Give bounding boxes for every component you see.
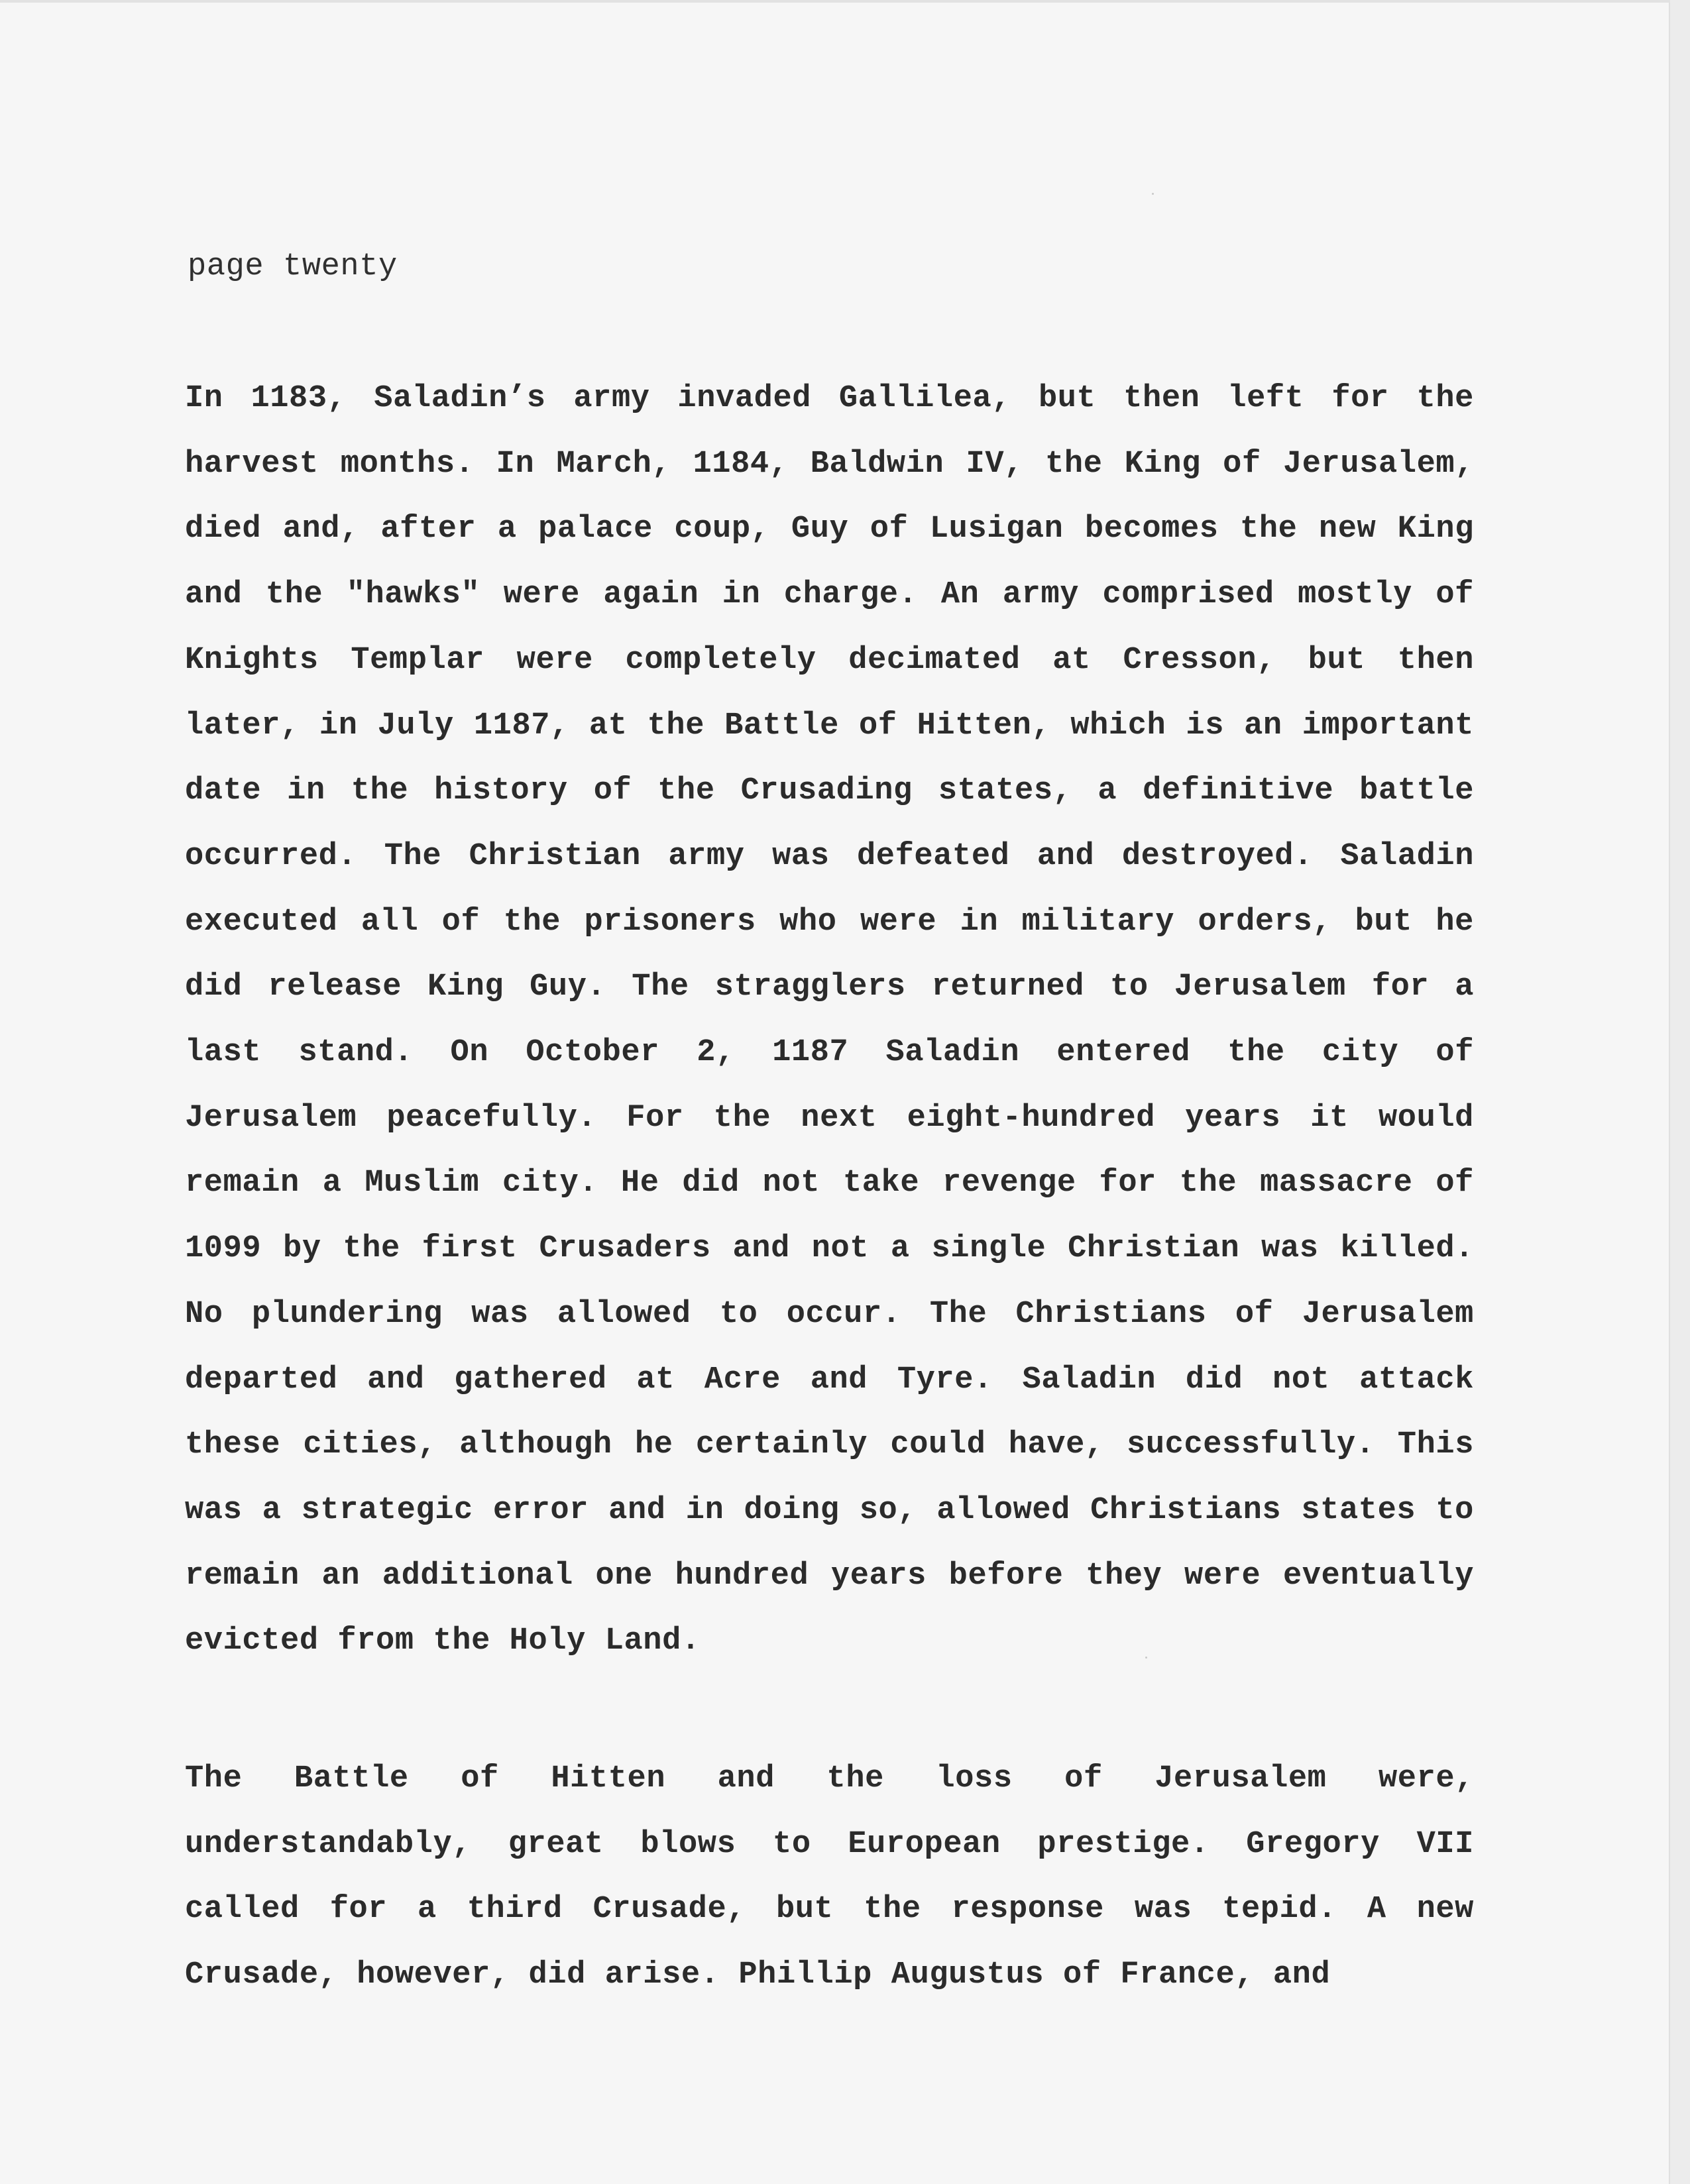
text-line: 1099 by the first Crusaders and not a single Christian was killed.	[185, 1231, 1474, 1267]
text-line: called for a third Crusade, but the response was tepid. A new	[185, 1892, 1474, 1928]
text-line: No plundering was allowed to occur. The Christians of Jerusalem	[185, 1296, 1474, 1332]
text-line: Knights Templar were completely decimated at Cresson, but then	[185, 642, 1474, 678]
paper-speck	[1152, 193, 1154, 195]
page-edge-shadow	[1670, 0, 1690, 2184]
text-line: date in the history of the Crusading states, a definitive battle	[185, 773, 1474, 809]
text-line: last stand. On October 2, 1187 Saladin entered the city of	[185, 1035, 1474, 1071]
text-line: died and, after a palace coup, Guy of Lusigan becomes the new King	[185, 512, 1474, 547]
paper-speck	[1145, 1657, 1147, 1659]
paragraph-1	[185, 366, 1474, 1674]
text-line: remain a Muslim city. He did not take revenge for the massacre of	[185, 1166, 1474, 1201]
page-top-edge	[0, 0, 1670, 3]
text-line: remain an additional one hundred years before they were eventually	[185, 1558, 1474, 1594]
text-line: and the "hawks" were again in charge. An army comprised mostly of	[185, 577, 1474, 613]
text-line: these cities, although he certainly could have, successfully. This	[185, 1427, 1474, 1463]
page-header: page twenty	[188, 249, 398, 284]
text-line: understandably, great blows to European prestige. Gregory VII	[185, 1826, 1474, 1862]
text-line: Crusade, however, did arise. Phillip Augustus of France, and	[185, 1957, 1331, 1993]
text-line: departed and gathered at Acre and Tyre. Saladin did not attack	[185, 1362, 1474, 1397]
text-line: harvest months. In March, 1184, Baldwin IV, the King of Jerusalem,	[185, 446, 1474, 482]
paragraph-2	[185, 1747, 1474, 2008]
text-line: did release King Guy. The stragglers returned to Jerusalem for a	[185, 969, 1474, 1005]
text-line: In 1183, Saladin’s army invaded Gallilea, but then left for the	[185, 381, 1474, 416]
text-line: later, in July 1187, at the Battle of Hitten, which is an important	[185, 708, 1474, 743]
text-line: was a strategic error and in doing so, allowed Christians states to	[185, 1492, 1474, 1528]
text-line: evicted from the Holy Land.	[185, 1623, 701, 1659]
text-line: Jerusalem peacefully. For the next eight-hundred years it would	[185, 1100, 1474, 1136]
text-line: The Battle of Hitten and the loss of Jerusalem were,	[185, 1761, 1474, 1796]
text-line: executed all of the prisoners who were in military orders, but he	[185, 904, 1474, 940]
text-line: occurred. The Christian army was defeated and destroyed. Saladin	[185, 838, 1474, 874]
